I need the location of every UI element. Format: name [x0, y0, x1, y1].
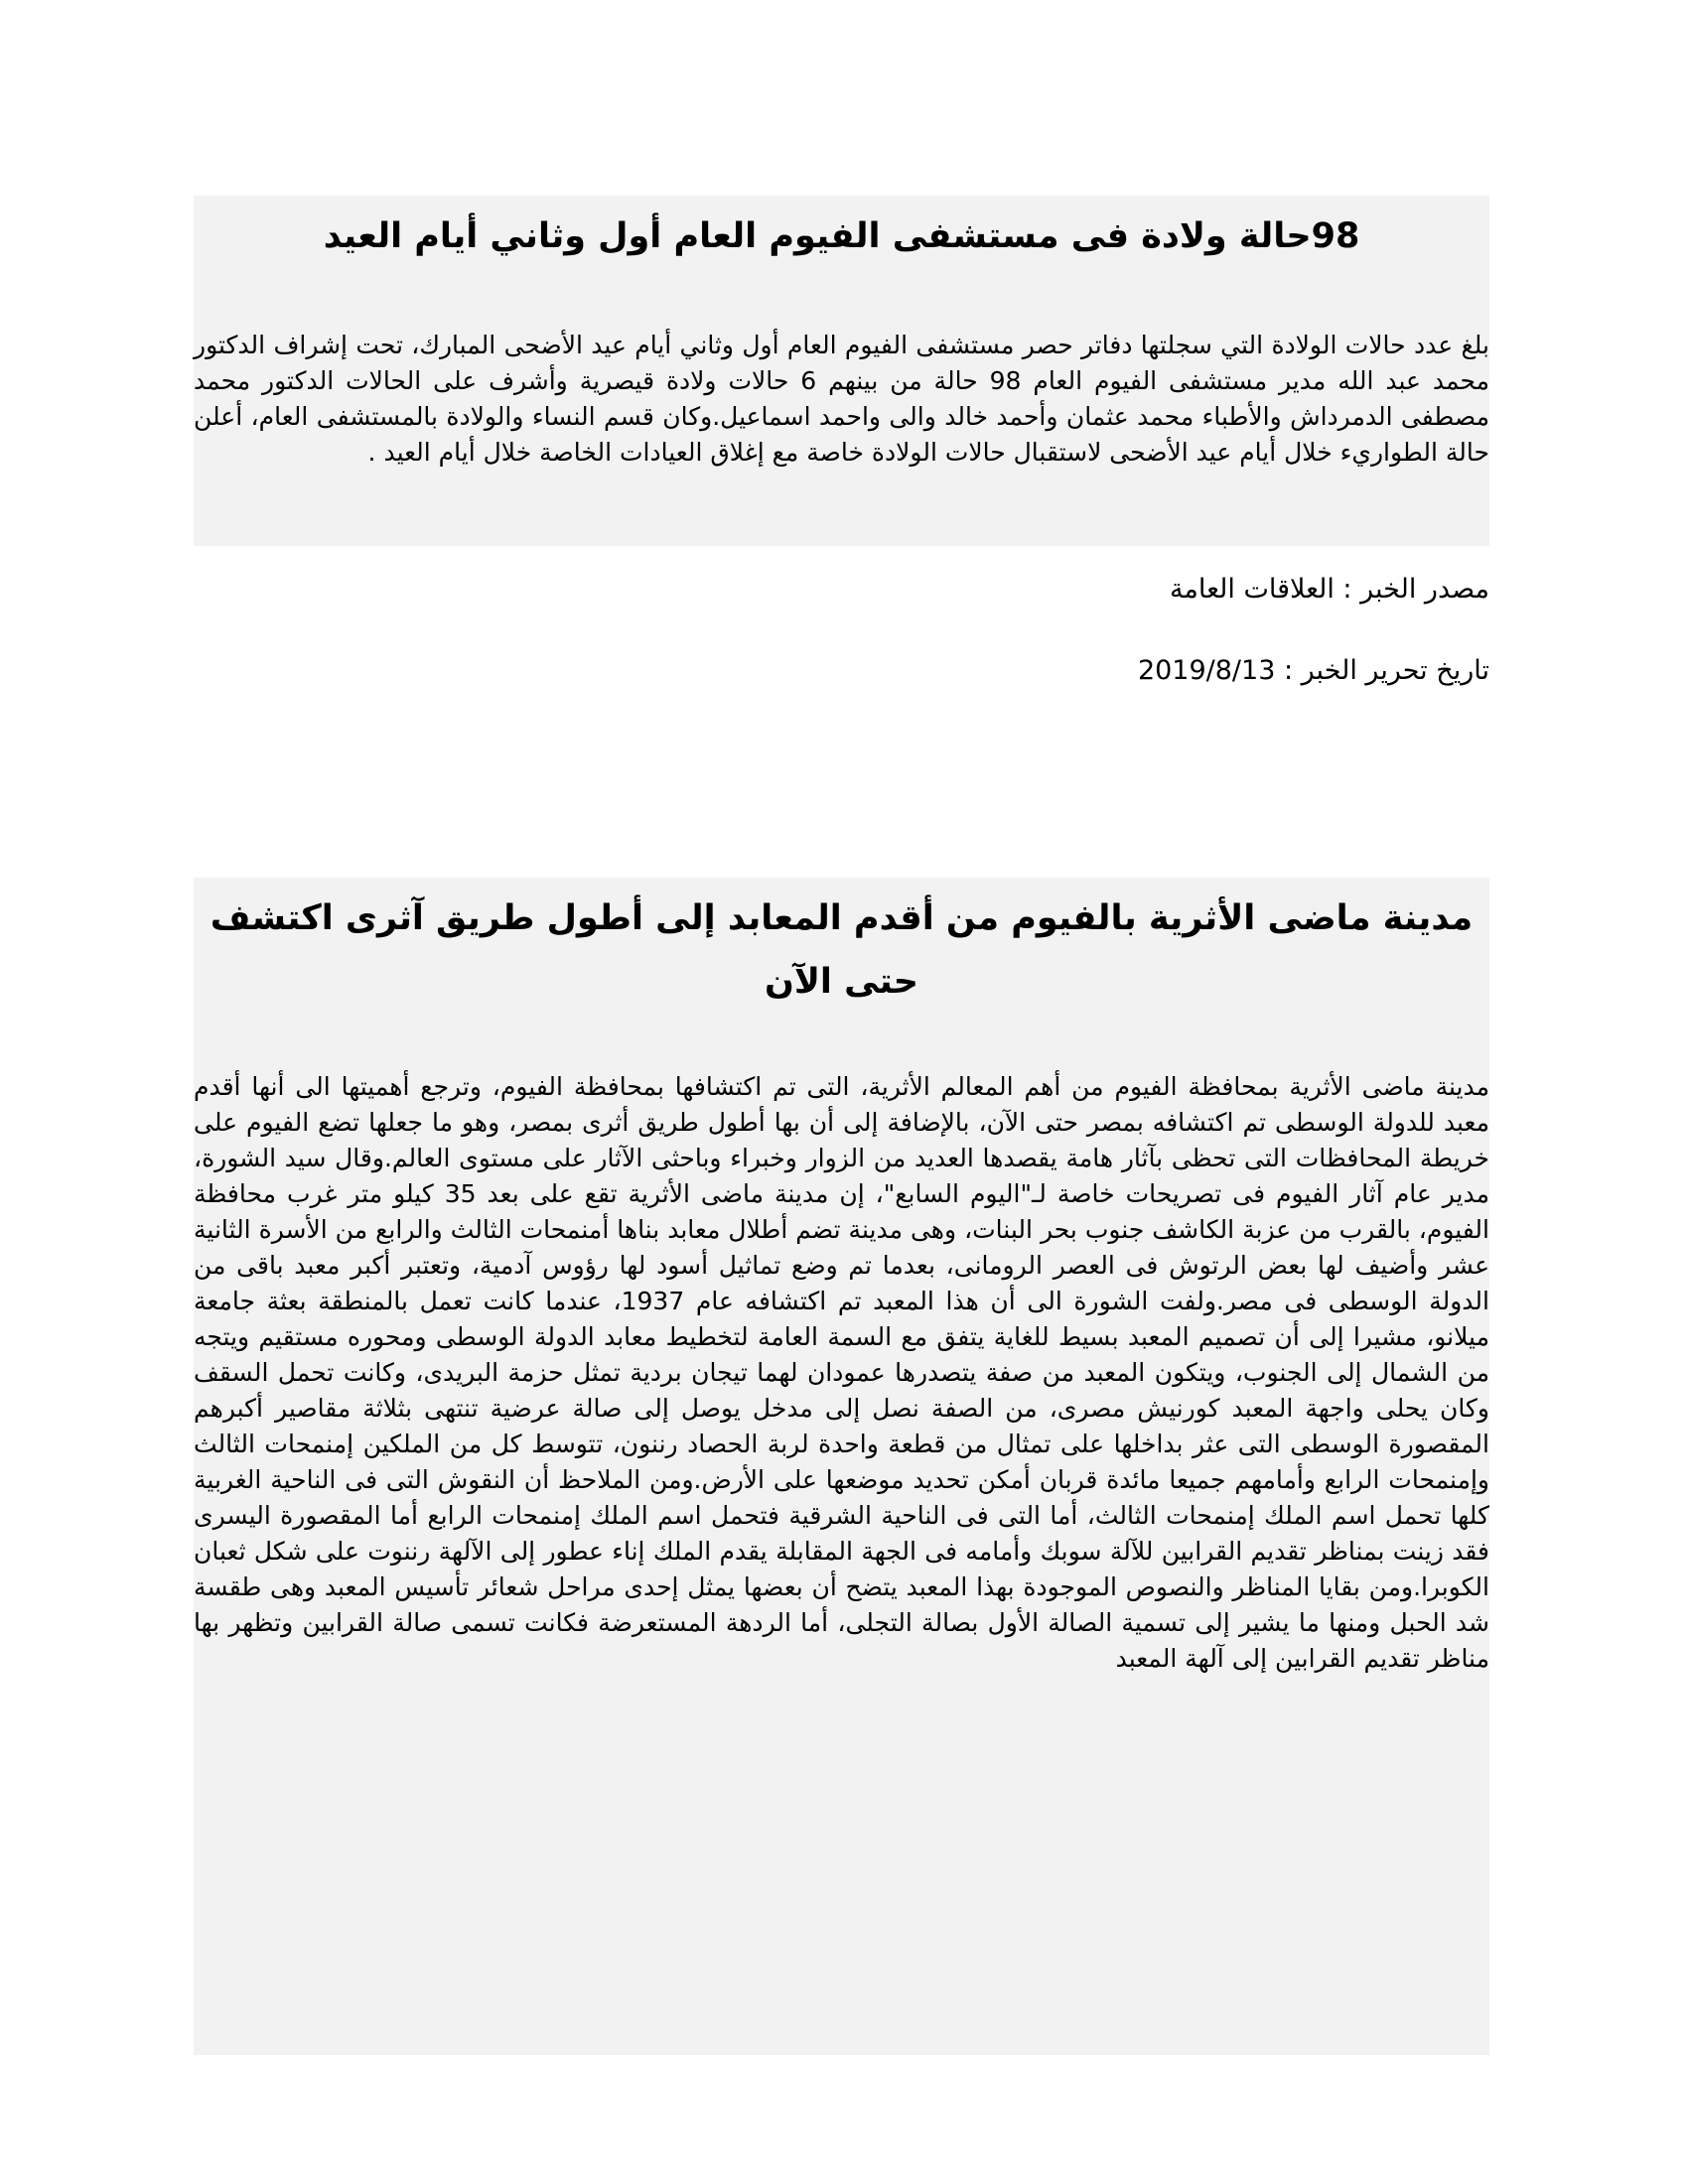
news-source: مصدر الخبر : العلاقات العامة [1169, 574, 1489, 605]
article-2-body: مدينة ماضى الأثرية بمحافظة الفيوم من أهم المعالم الأثرية، التى تم اكتشافها بمحافظة الفيوم، وترجع أهميتها الى أنها أقدم معبد للدولة الوسطى تم اكتشافه بمصر حتى الآن، بالإضافة إلى أن بها أطول طريق أثرى بمصر، وهو ما جعلها تضع الفيوم على خريطة المحافظات التى تحظى بآثار هامة يقصدها العديد من الزوار وخبراء وباحثى الآثار على مستوى العالم.وقال سيد الشورة، مدير عام آثار الفيوم فى تصريحات خاصة لـ"اليوم السابع"، إن مدينة ماضى الأثرية تقع على بعد 35 كيلو متر غرب محافظة الفيوم، بالقرب من عزبة الكاشف جنوب بحر البنات، وهى مدينة تضم أطلال معابد بناها أمنمحات الثالث والرابع من الأسرة الثانية عشر وأضيف لها بعض الرتوش فى العصر الرومانى، بعدما تم وضع تماثيل أسود لها رؤوس آدمية، وتعتبر أكبر معبد باقى من الدولة الوسطى فى مصر.ولفت الشورة الى أن هذا المعبد تم اكتشافه عام 1937، عندما كانت تعمل بالمنطقة بعثة جامعة ميلانو، مشيرا إلى أن تصميم المعبد بسيط للغاية يتفق مع السمة العامة لتخطيط معابد الدولة الوسطى ومحوره مستقيم ويتجه من الشمال إلى الجنوب، ويتكون المعبد من صفة يتصدرها عمودان لهما تيجان بردية تمثل حزمة البريدى، وكانت تحمل السقف وكان يحلى واجهة المعبد كورنيش مصرى، من الصفة نصل إلى مدخل يوصل إلى صالة عرضية تنتهى بثلاثة مقاصير أكبرهم المقصورة الوسطى التى عثر بداخلها على تمثال من قطعة واحدة لربة الحصاد رننون، تتوسط كل من الملكين إمنمحات الثالث وإمنمحات الرابع وأمامهم جميعا مائدة قربان أمكن تحديد موضعها على الأرض.ومن الملاحظ أن النقوش التى فى الناحية الغربية كلها تحمل اسم الملك إمنمحات الثالث، أما التى فى الناحية الشرقية فتحمل اسم الملك إمنمحات الرابع أما المقصورة اليسرى فقد زينت بمناظر تقديم القرابين للآلة سوبك وأمامه فى الجهة المقابلة يقدم الملك إناء عطور إلى الآلهة رننوت على شكل ثعبان الكوبرا.ومن بقايا المناظر والنصوص الموجودة بهذا المعبد يتضح أن بعضها يمثل إحدى مراحل شعائر تأسيس المعبد وهى طقسة شد الحبل ومنها ما يشير إلى تسمية الصالة الأول بصالة التجلى، أما الردهة المستعرضة فكانت تسمى صالة القرابين وتظهر بها مناظر تقديم القرابين إلى آلهة المعبد [194, 1072, 1489, 1673]
article-1-body: بلغ عدد حالات الولادة التي سجلتها دفاتر حصر مستشفى الفيوم العام أول وثاني أيام عيد الأضحى المبارك، تحت إشراف الدكتور محمد عبد الله مدير مستشفى الفيوم العام 98 حالة من بينهم 6 حالات ولادة قيصرية وأشرف على الحالات الدكتور محمد مصطفى الدمرداش والأطباء محمد عثمان وأحمد خالد والى واحمد اسماعيل.وكان قسم النساء والولادة بالمستشفى العام، أعلن حالة الطواريء خلال أيام عيد الأضحى لاستقبال حالات الولادة خاصة مع إغلاق العيادات الخاصة خلال أيام العيد . [194, 331, 1489, 467]
article-2-block [194, 878, 1489, 2055]
article-2-title: مدينة ماضى الأثرية بالفيوم من أقدم المعابد إلى أطول طريق آثرى اكتشف حتى الآن [210, 898, 1474, 1002]
article-1-block [194, 196, 1489, 546]
article-1-title: 98حالة ولادة فى مستشفى الفيوم العام أول وثاني أيام العيد [323, 216, 1360, 256]
edit-date: تاريخ تحرير الخبر : 2019/8/13 [1137, 655, 1489, 686]
